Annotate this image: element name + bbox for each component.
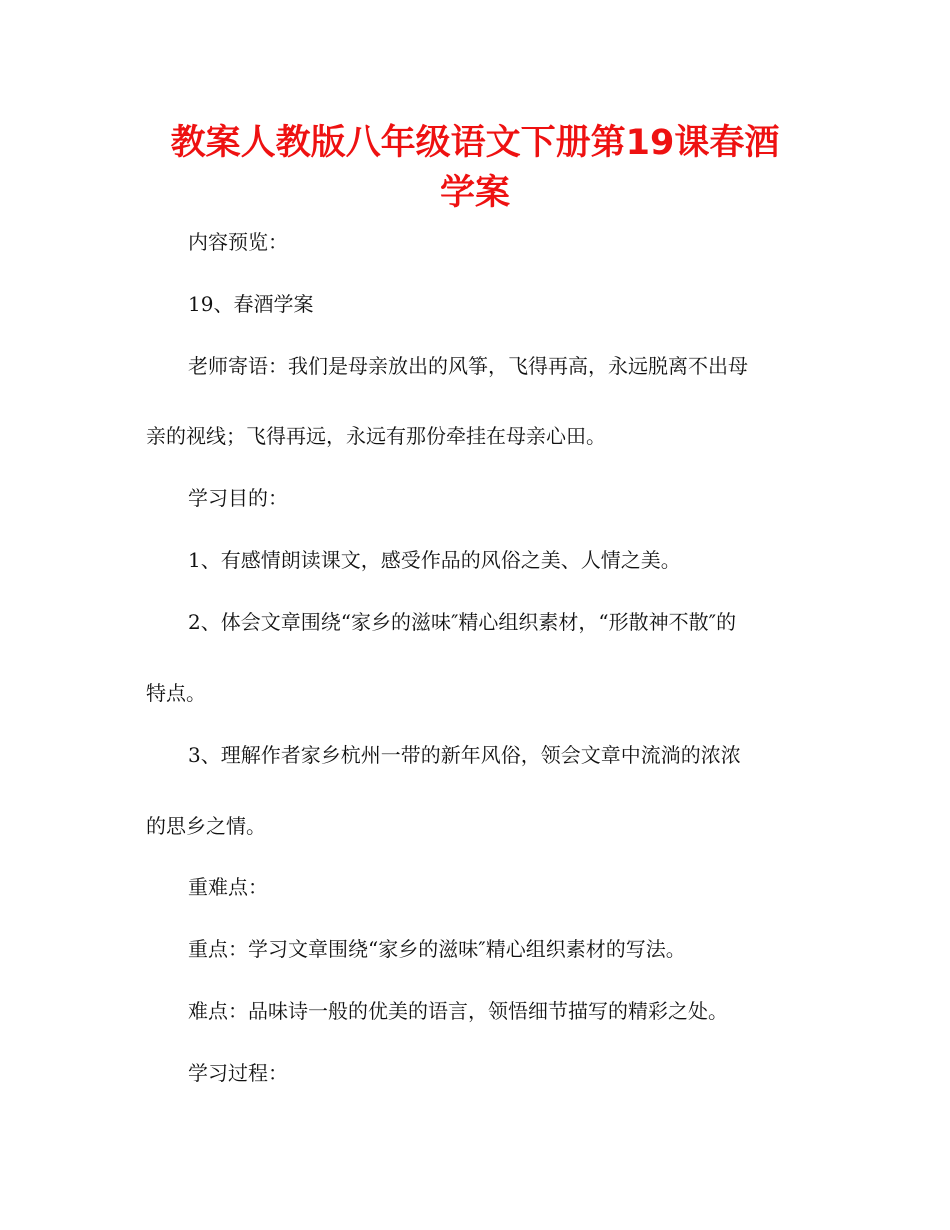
key-point: 重点：学习文章围绕“家乡的滋味″精心组织素材的写法。 [188, 937, 686, 961]
objective-3-line-1: 3、理解作者家乡杭州一带的新年风俗，领会文章中流淌的浓浓 [188, 743, 741, 767]
teacher-message-line-2: 亲的视线；飞得再远，永远有那份牵挂在母亲心田。 [146, 424, 606, 448]
objective-2-line-1: 2、体会文章围绕“家乡的滋味″精心组织素材，“形散神不散″的 [188, 610, 737, 634]
objective-1: 1、有感情朗读课文，感受作品的风俗之美、人情之美。 [188, 548, 681, 572]
objective-3-line-2: 的思乡之情。 [146, 814, 266, 838]
objectives-heading: 学习目的： [188, 486, 288, 510]
objective-2-line-2: 特点。 [146, 681, 206, 705]
teacher-message-line-1: 老师寄语：我们是母亲放出的风筝，飞得再高，永远脱离不出母 [188, 354, 748, 378]
document-title [100, 118, 850, 218]
title-line-2: 学案 [439, 173, 510, 213]
title-line-1: 教案人教版八年级语文下册第19课春酒 [170, 123, 780, 163]
key-points-heading: 重难点： [188, 875, 268, 899]
difficult-point: 难点：品味诗一般的优美的语言，领悟细节描写的精彩之处。 [188, 999, 728, 1023]
process-heading: 学习过程： [188, 1061, 288, 1085]
lesson-heading: 19、春酒学案 [188, 292, 314, 316]
preview-heading: 内容预览： [188, 230, 288, 254]
